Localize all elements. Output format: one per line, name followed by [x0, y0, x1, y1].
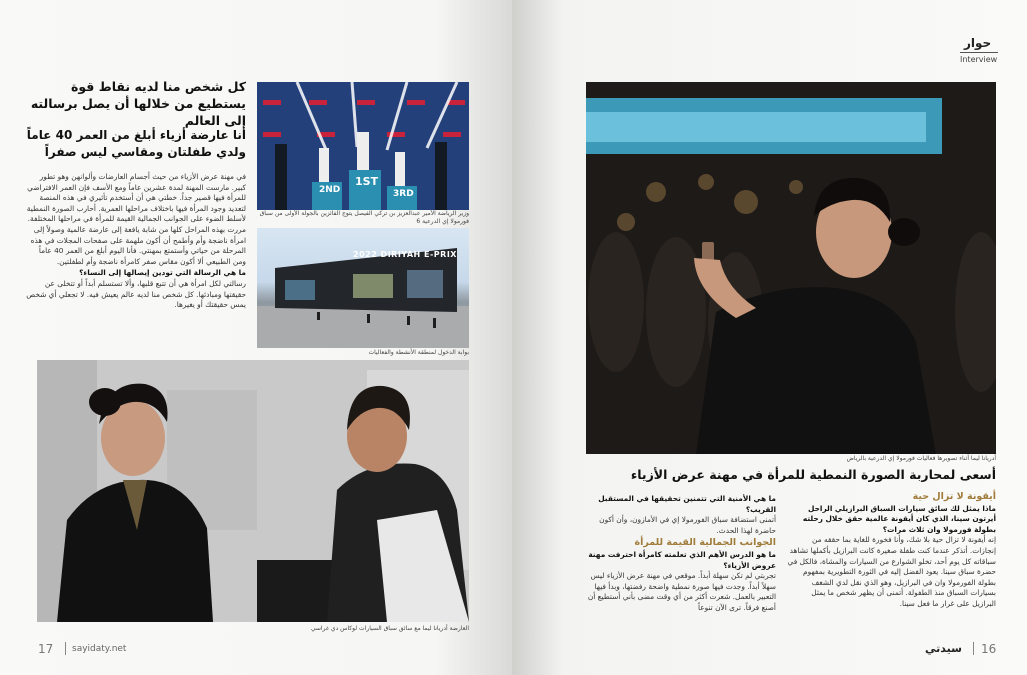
right-page: [512, 0, 1027, 675]
left-body-paragraph: في مهنة عرض الأزياء من حيث أجسام العارضات وألوانهن وهو تطور كبير. مارست المهنة لمدة عشرين عاماً ومع الأسف فإن العمر الافتراضي للمرأة فيها قصير جداً. خطتي هي أن أستخدم تأثيري في هذه المنصة لتعديد وجود المرأة فيها باختلاف مراحلها العمرية. أحارب الصورة النمطية لأسلط الضوء على الجوانب الجمالية القيمة للمرأة في مراحلها المختلفة. مررت بهذه المراحل كلها من شابة يافعة إلى عارضة عالمية وصولاً إلى امرأة ناضجة وأم وأطمح أن أكون ملهمة على صفحات المجلات في هذه المرحلة من حياتي وأستمتع بمهنتي. فأنا اليوم أبلغ من العمر 40 عاماً ومن الطبيعي ألا أكون مقاس صفر كامرأة ناضجة وأم لطفلتين.: [26, 172, 246, 266]
col2-question-1: ما هي الأمنية التي تتمنين تحقيقها في المستقبل القريب؟: [598, 494, 776, 514]
col2-subheading: الجوانب الجمالية القيمة للمرأة: [634, 537, 776, 549]
section-divider: [960, 52, 998, 53]
interview-photo: [37, 360, 469, 622]
left-subheadline: أنا عارضة أزياء أبلغ من العمر 40 عاماً ولدي طفلتان ومقاسي ليس صفراً: [26, 128, 246, 159]
magazine-logo: سيدتي: [925, 642, 962, 655]
left-page-number: 17: [38, 642, 54, 656]
section-title-english: Interview: [960, 55, 998, 64]
section-title-arabic: حوار: [964, 36, 992, 50]
podium-label-3rd: 3RD: [393, 189, 414, 199]
caption-main: أدريانا ليما أثناء تصويرها فعاليات فورمولا إي الدرعية بالرياض: [846, 455, 996, 462]
right-headline: أسعى لمحاربة الصورة النمطية للمرأة في مهنة عرض الأزياء: [630, 467, 996, 482]
right-footer-divider: [973, 642, 974, 655]
col1-answer: إنه أيقونة لا تزال حية بلا شك، وأنا فخورة للغاية بما حققه من إنجازات. أتذكر عندما كنت طفلة صغيرة كانت البرازيل بأكملها تشاهد سباقاته كل يوم أحد، تخلو الشوارع من السيارات والمشاة، فالكل في حضرة سباق سينا. يعود الفضل إليه في الثورة التطويرية بمفهوم بطولة الفورمولا وان في البرازيل، وهو الذي نقل لدي الشغف بسيارات السباق منذ الطفولة. أتمنى أن يظهر شخص ما يمثل البرازيل على غرار ما فعل سينا.: [787, 535, 996, 608]
col1-subheading: أيقونة لا تزال حية: [912, 491, 996, 502]
left-question: ما هي الرسالة التي تودين إيصالها إلى النساء؟: [79, 268, 246, 278]
col2-answer-1: أتمنى استضافة سباق الفورمولا إي في الأمازون، وأن أكون حاضرة لهذا الحدث.: [599, 515, 776, 535]
gate-illustration: [257, 228, 469, 348]
col2-question-2: ما هو الدرس الأهم الذي تعلمته كامرأة احترفت مهنة عروض الأزياء؟: [588, 549, 776, 570]
interview-illustration: [37, 360, 469, 622]
podium-illustration: [257, 82, 469, 210]
caption-gate: بوابة الدخول لمنطقة الأنشطة والفعاليات: [368, 349, 469, 356]
left-footer-divider: [65, 642, 66, 655]
podium-photo: [257, 82, 469, 210]
podium-label-1st: 1ST: [355, 175, 379, 188]
col2-answer-2: تجربتي لم تكن سهلة أبداً. موقعي في مهنة عرض الأزياء ليس سهلاً أبداً. وجدت فيها صورة نمطية واضحة رفضتها، وبدأ فيها التعبير بالعمل. شعرت أكثر من أي وقت مضى بأني أستطيع أن أصنع فرقاً. ترى الآن تنوعاً: [587, 571, 776, 612]
caption-interview: العارضة أدريانا ليما مع سائق سباق السيارات لوكاس دي غراسي: [310, 625, 469, 632]
right-column-1: [786, 492, 996, 610]
right-page-number: 16: [981, 642, 997, 656]
main-photo: [586, 82, 996, 454]
caption-podium: وزير الرياضة الأمير عبدالعزيز بن تركي الفيصل يتوج الفائزين بالجولة الأولى من سباق فورمولا إي الدرعية 6: [259, 210, 469, 225]
left-body-text: [24, 172, 246, 311]
left-footer-site: sayidaty.net: [72, 644, 127, 654]
podium-label-2nd: 2ND: [319, 185, 341, 195]
left-page: [0, 0, 512, 675]
right-column-2: [586, 494, 776, 614]
left-headline: كل شخص منا لديه نقاط قوة يستطيع من خلالها أن يصل برسالته إلى العالم: [30, 79, 246, 128]
main-photo-illustration: [586, 82, 996, 454]
col1-question: ماذا يمثل لك سائق سيارات السباق البرازيلي الراحل أيرتون سينا، الذي كان أيقونة عالمية حقق خلال رحلته بطولة فورمولا وان ثلاث مرات؟: [802, 503, 996, 534]
left-answer: رسالتي لكل امرأة هي أن تتبع قلبها، وألا تستسلم أبداً أو تتخلى عن حقيقتها ومبادئها. كل شخص منا لديه عالم يعيش فيه. لا تجعلي أي شخص يمس حقيقتك أو يغيرها.: [26, 278, 246, 310]
gate-sign-text: 2022 DIRIYAH E-PRIX: [353, 250, 457, 259]
gate-photo: [257, 228, 469, 348]
